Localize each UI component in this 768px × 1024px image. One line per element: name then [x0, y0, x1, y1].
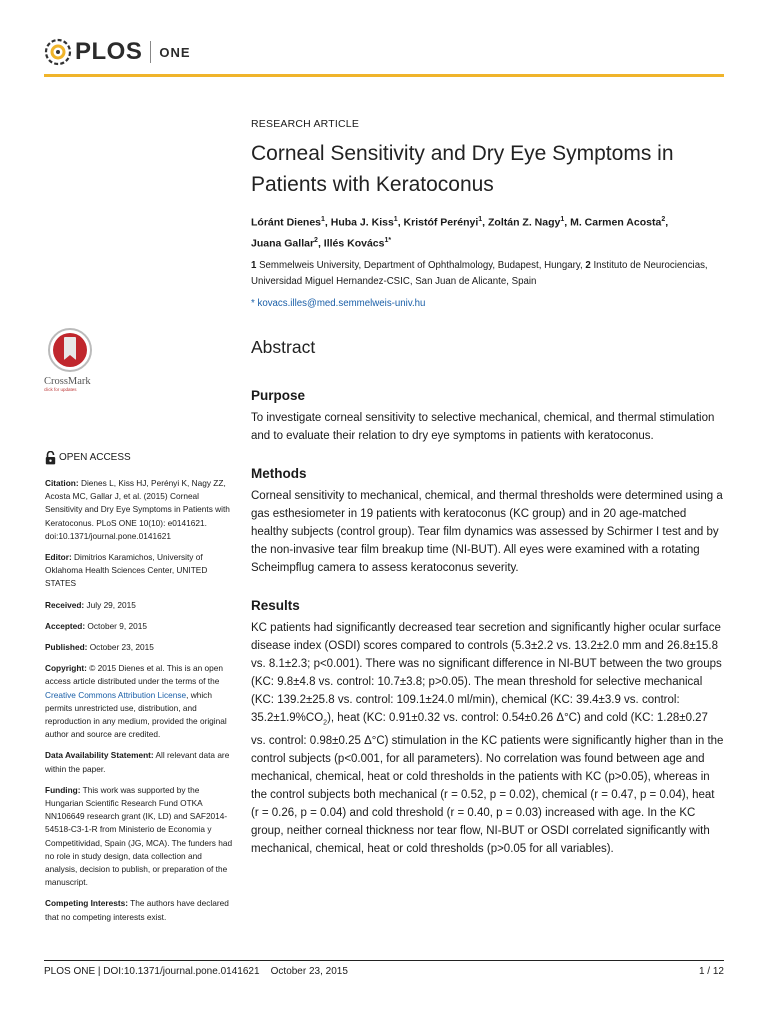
crossmark-sublabel: click for updates: [44, 387, 77, 392]
affiliations: [251, 258, 725, 290]
author: Illés Kovács: [323, 237, 385, 249]
author-affil: 2: [314, 236, 318, 244]
data-availability: [45, 749, 235, 775]
article-info-sidebar: [45, 451, 235, 932]
results-text-b: ), heat (KC: 0.91±0.32 vs. control: 0.54±0.26 Δ°C) and cold (KC: 1.28±0.27 vs. control: 0.98±0.25 Δ°C) stimulation in the KC patients were significantly higher than in the control subjects (p<0.001, for all parameters). No correlation was found between age and mechanical, chemical, heat or cold thresholds in the patients with KC (p>0.05), whereas in the control subjects both mechanical (r = 0.52, p = 0.02), chemical (r = 0.47, p = 0.04), heat (r = 0.26, p = 0.04) and cold threshold (r = 0.40, p = 0.03) increased with age. In the KC group, neither corneal thickness nor tear flow, NI-BUT or OSDI correlated significantly with mechanical, chemical, heat or cold thresholds (p>0.05 for all variables).: [251, 712, 724, 856]
open-lock-icon: [45, 451, 56, 465]
published-text: October 23, 2015: [87, 642, 154, 653]
header-rule: [44, 74, 724, 77]
open-access-badge: [45, 451, 235, 465]
plos-one-logo[interactable]: [44, 36, 191, 68]
purpose-text: To investigate corneal sensitivity to selective mechanical, chemical, and thermal stimulation and to evaluate their relation to dry eye symptoms in patients with keratoconus.: [251, 412, 715, 442]
author-affil: 1: [321, 216, 325, 223]
page-number: 1 / 12: [698, 966, 724, 977]
received-label: Received:: [45, 599, 85, 610]
affil-text: Instituto de Neurociencias, Universidad Miguel Hernandez-CSIC, San Juan de Alicante, Spain: [251, 260, 708, 287]
affil-number: 1: [251, 260, 257, 271]
citation: [45, 477, 235, 543]
accepted-text: October 9, 2015: [85, 620, 147, 631]
crossmark-label: CrossMark: [44, 376, 91, 387]
funding: [45, 784, 235, 890]
affil-number: 2: [585, 260, 591, 271]
author: Zoltán Z. Nagy: [488, 216, 561, 229]
author-affil: 1: [560, 216, 565, 223]
crossmark-icon: [47, 327, 93, 373]
copyright-label: Copyright:: [45, 663, 87, 674]
author: Kristóf Perényi: [403, 216, 479, 229]
funding-text: This work was supported by the Hungarian Scientific Research Fund OTKA NN106649 research grant (IK, LD) and SAF2014-54518-C3-1-R from Ministerio de Economia y Competitividad, Spain (JG, MCA). The funders had no role in study design, data collection and analysis, decision to publish, or preparation of the manuscript.: [45, 784, 233, 888]
results-text: [251, 619, 725, 858]
title-line-2: Patients with Keratoconus: [251, 173, 494, 196]
footer-rule: [44, 960, 724, 961]
competing-interests-label: Competing Interests:: [45, 898, 128, 909]
copyright: [45, 662, 235, 741]
copyright-text-b: , which permits unrestricted use, distribution, and reproduction in any medium, provided the original author and source are credited.: [45, 689, 227, 740]
citation-label: Citation:: [45, 478, 79, 488]
funding-label: Funding:: [45, 784, 81, 795]
published-date: [45, 641, 235, 654]
editor-text: Dimitrios Karamichos, University of Oklahoma Health Sciences Center, UNITED STATES: [45, 552, 208, 589]
methods-text: Corneal sensitivity to mechanical, chemical, and thermal thresholds were determined using a gas esthesiometer in 19 patients with keratoconus (KC group) and in 20 age-matched healthy subjects (control group). Tear film dynamics was assessed by Schirmer I test and by the non-invasive tear film breakup time (NI-BUT). All eyes were examined with a rotating Scheimpflug camera to assess keratoconus severity.: [251, 490, 723, 574]
abstract-heading: Abstract: [251, 337, 316, 357]
data-availability-label: Data Availability Statement:: [45, 750, 154, 761]
copyright-text-a: © 2015 Dienes et al. This is an open access article distributed under the terms of the: [45, 663, 223, 687]
received-date: [45, 599, 235, 612]
results-text-a: KC patients had significantly decreased tear secretion and significantly higher ocular surface disease index (OSDI) scores compared to controls (5.3±2.2 vs. 13.2±2.0 mm and 26.8±15.8 vs. 8.1±2.3; p<0.001). There was no significant difference in NI-BUT between the two groups (KC: 9.8±4.8 vs. control: 10.7±3.8; p>0.05). The mean threshold for selective mechanical (KC: 139.2±25.8 vs. control: 109.1±24.0 ml/min), chemical (KC: 39.4±3.9 vs. control: 35.2±1.9%CO: [251, 622, 722, 724]
published-label: Published:: [45, 642, 88, 653]
affil-text: Semmelweis University, Department of Ophthalmology, Budapest, Hungary,: [256, 260, 586, 271]
logo-divider: [150, 41, 151, 63]
author: Huba J. Kiss: [330, 216, 394, 229]
editor: [45, 551, 235, 591]
article-type: RESEARCH ARTICLE: [251, 118, 360, 130]
received-text: July 29, 2015: [84, 599, 136, 610]
author-affil: 1: [478, 216, 483, 223]
corresponding-email: [251, 298, 725, 309]
author-affil: 2: [661, 216, 666, 223]
purpose-heading: Purpose: [251, 388, 306, 403]
results-subscript: 2: [323, 719, 328, 727]
footer-citation: PLOS ONE | DOI:10.1371/journal.pone.0141621 October 23, 2015: [44, 966, 348, 977]
author: Lóránt Dienes: [251, 216, 322, 229]
license-link[interactable]: Creative Commons Attribution License: [45, 689, 187, 700]
competing-interests: [45, 897, 235, 923]
email-star: *: [251, 298, 258, 309]
methods-heading: Methods: [251, 466, 307, 481]
open-access-label: OPEN ACCESS: [59, 452, 131, 464]
author-list: Lóránt Dienes$^1$, Huba J. Kiss$^1$, Kristóf Perényi$^1$, Zoltán Z. Nagy$^1$, M. Carmen Acosta$^2$, Juana Gallar$^2$, Illés Kovács$^{1*}$: [251, 216, 669, 249]
competing-interests-text: The authors have declared that no competing interests exist.: [45, 898, 229, 922]
plos-logo-icon: [44, 38, 72, 66]
editor-label: Editor:: [45, 552, 72, 563]
author: Juana Gallar: [251, 237, 315, 249]
data-availability-text: All relevant data are within the paper.: [45, 750, 230, 774]
crossmark-badge[interactable]: [44, 327, 104, 392]
main-column: [251, 118, 725, 879]
journal-name: ONE: [159, 44, 191, 60]
author-affil: 1: [393, 216, 398, 223]
results-heading: Results: [251, 598, 300, 613]
page-footer: [44, 966, 724, 977]
brand-name: PLOS: [75, 38, 143, 65]
title-line-1: Corneal Sensitivity and Dry Eye Symptoms in: [251, 142, 674, 165]
accepted-date: [45, 620, 235, 633]
citation-text: Dienes L, Kiss HJ, Perényi K, Nagy ZZ, Acosta MC, Gallar J, et al. (2015) Corneal Sensitivity and Dry Eye Symptoms in Patients with Keratoconus. PLoS ONE 10(10): e0141621. doi:10.1371/journal.pone.0141621: [45, 478, 230, 541]
accepted-label: Accepted:: [45, 620, 86, 631]
article-title: [251, 138, 725, 200]
author: M. Carmen Acosta: [570, 216, 662, 229]
email-link[interactable]: kovacs.illes@med.semmelweis-univ.hu: [257, 298, 426, 309]
author-affil: 1*: [384, 236, 392, 244]
